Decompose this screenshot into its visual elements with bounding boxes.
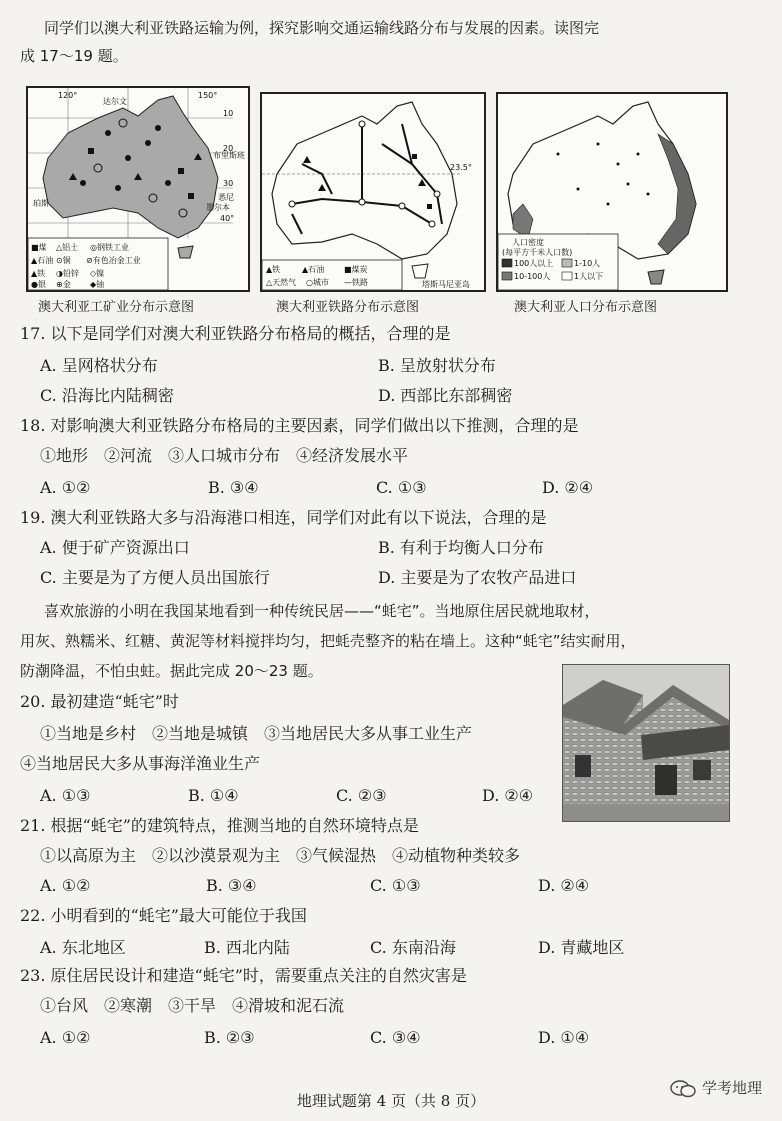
lat-label-40: 40° [220, 214, 235, 223]
mining-map-figure [28, 88, 248, 290]
legend-1-10: 1-10人 [574, 259, 601, 268]
intro-paragraph-1-line-2: 成 17～19 题。 [20, 47, 128, 65]
legend-under-1: 1人以下 [574, 272, 604, 281]
q20-option-c[interactable]: C. ②③ [336, 786, 387, 805]
q18-option-a[interactable]: A. ①② [40, 478, 91, 497]
q21-option-a[interactable]: A. ①② [40, 876, 91, 895]
q17-option-d[interactable]: D. 西部比东部稠密 [378, 386, 513, 405]
q23-option-a[interactable]: A. ①② [40, 1028, 91, 1047]
q22-option-a[interactable]: A. 东北地区 [40, 938, 126, 957]
legend-uranium: ◆铀 [90, 280, 105, 289]
tropic-label: 23.5° [450, 163, 472, 172]
legend-title-pop: 人口密度 [512, 238, 544, 247]
watermark [669, 1077, 762, 1099]
q17-stem: 17. 以下是同学们对澳大利亚铁路分布格局的概括，合理的是 [20, 324, 451, 343]
lon-label-150: 150° [198, 91, 218, 100]
lat-label-20: 20 [223, 144, 234, 153]
q19-stem: 19. 澳大利亚铁路大多与沿海港口相连，同学们对此有以下说法，合理的是 [20, 508, 547, 527]
q22-stem: 22. 小明看到的“蚝宅”最大可能位于我国 [20, 906, 307, 925]
legend-iron-rail: ▲铁 [266, 265, 281, 274]
place-perth: 珀斯 [33, 199, 49, 208]
q20-items-line-2: ④当地居民大多从事海洋渔业生产 [20, 754, 261, 773]
legend-unit-pop: (每平方千米人口数) [502, 248, 573, 257]
q20-option-b[interactable]: B. ①④ [188, 786, 239, 805]
legend-city-rail: ○城市 [306, 278, 329, 287]
q19-option-d[interactable]: D. 主要是为了农牧产品进口 [378, 568, 577, 587]
q21-items: ①以高原为主 ②以沙漠景观为主 ③气候湿热 ④动植物种类较多 [40, 846, 521, 865]
q19-option-b[interactable]: B. 有利于均衡人口分布 [378, 538, 544, 557]
lat-label-30: 30 [223, 179, 234, 188]
watermark-text: 学考地理 [701, 1079, 762, 1097]
oyster-house-picture [563, 665, 729, 821]
australia-shape [43, 96, 218, 238]
mining-map [26, 86, 250, 292]
legend-railway: —铁路 [344, 278, 368, 287]
q20-option-d[interactable]: D. ②④ [482, 786, 534, 805]
legend-bauxite: △铝土 [56, 243, 79, 252]
legend-copper: ⊙铜 [56, 256, 71, 265]
population-map [496, 92, 728, 292]
q23-option-b[interactable]: B. ②③ [204, 1028, 255, 1047]
legend-coal: ■煤 [31, 243, 47, 252]
q21-option-b[interactable]: B. ③④ [206, 876, 257, 895]
place-sydney: 悉尼 [218, 193, 234, 202]
page-footer: 地理试题第 4 页（共 8 页） [296, 1092, 486, 1110]
lat-label-10: 10 [223, 109, 234, 118]
tasmania-outline [412, 264, 428, 278]
legend-10-100: 10-100人 [514, 272, 551, 281]
q20-items-line-1: ①当地是乡村 ②当地是城镇 ③当地居民大多从事工业生产 [40, 724, 473, 743]
legend-coal-rail: ■煤炭 [344, 265, 368, 274]
tasmania-shape [178, 246, 193, 258]
legend-steel: ◎钢铁工业 [90, 243, 129, 252]
legend-nonferrous: ⊘有色冶金工业 [86, 256, 141, 265]
oyster-house-photo [562, 664, 730, 822]
place-melbourne: 墨尔本 [206, 203, 230, 212]
wechat-icon [669, 1079, 697, 1099]
legend-oil-rail: ▲石油 [302, 265, 325, 274]
q20-option-a[interactable]: A. ①③ [40, 786, 91, 805]
lon-label-120: 120° [58, 91, 78, 100]
q18-option-c[interactable]: C. ①③ [376, 478, 427, 497]
legend-gas-rail: △天然气 [266, 278, 297, 287]
place-darwin: 达尔文 [103, 97, 127, 106]
intro-paragraph-1-line-1: 同学们以澳大利亚铁路运输为例，探究影响交通运输线路分布与发展的因素。读图完 [44, 19, 600, 37]
q21-option-d[interactable]: D. ②④ [538, 876, 590, 895]
q17-option-a[interactable]: A. 呈网格状分布 [40, 356, 158, 375]
q23-option-d[interactable]: D. ①④ [538, 1028, 590, 1047]
railway-map-figure [262, 94, 484, 290]
tasmania-pop [648, 270, 664, 284]
place-brisbane: 布里斯班 [213, 151, 245, 160]
q18-items: ①地形 ②河流 ③人口城市分布 ④经济发展水平 [40, 446, 409, 465]
legend-leadzinc: ◑铅锌 [56, 269, 79, 278]
q19-option-c[interactable]: C. 主要是为了方便人员出国旅行 [40, 568, 270, 587]
legend-iron: ▲铁 [31, 269, 46, 278]
q18-option-b[interactable]: B. ③④ [208, 478, 259, 497]
q23-option-c[interactable]: C. ③④ [370, 1028, 421, 1047]
legend-silver: ●银 [31, 280, 46, 289]
q18-option-d[interactable]: D. ②④ [542, 478, 594, 497]
intro-paragraph-2-line-2: 用灰、熟糯米、红糖、黄泥等材料搅拌均匀，把蚝壳整齐的粘在墙上。这种“蚝宅”结实耐用， [20, 632, 636, 650]
legend-nickel: ◇镍 [90, 269, 105, 278]
q18-stem: 18. 对影响澳大利亚铁路分布格局的主要因素，同学们做出以下推测，合理的是 [20, 416, 579, 435]
population-map-figure [498, 94, 726, 290]
population-map-caption: 澳大利亚人口分布示意图 [514, 300, 658, 315]
legend-oil: ▲石油 [31, 256, 54, 265]
q22-option-c[interactable]: C. 东南沿海 [370, 938, 456, 957]
q21-stem: 21. 根据“蚝宅”的建筑特点，推测当地的自然环境特点是 [20, 816, 419, 835]
q22-option-d[interactable]: D. 青藏地区 [538, 938, 625, 957]
q21-option-c[interactable]: C. ①③ [370, 876, 421, 895]
q19-option-a[interactable]: A. 便于矿产资源出口 [40, 538, 190, 557]
q20-stem: 20. 最初建造“蚝宅”时 [20, 692, 179, 711]
q17-option-c[interactable]: C. 沿海比内陆稠密 [40, 386, 174, 405]
tasmania-label: 塔斯马尼亚岛 [422, 280, 470, 289]
intro-paragraph-2-line-3: 防潮降温，不怕虫蛀。据此完成 20～23 题。 [20, 662, 323, 680]
legend-gold: ⊕金 [56, 280, 71, 289]
railway-map [260, 92, 486, 292]
intro-paragraph-2-line-1: 喜欢旅游的小明在我国某地看到一种传统民居——“蚝宅”。当地原住居民就地取材， [44, 602, 600, 620]
q17-option-b[interactable]: B. 呈放射状分布 [378, 356, 496, 375]
mining-map-caption: 澳大利亚工矿业分布示意图 [38, 300, 195, 315]
q23-stem: 23. 原住居民设计和建造“蚝宅”时，需要重点关注的自然灾害是 [20, 966, 467, 985]
q23-items: ①台风 ②寒潮 ③干旱 ④滑坡和泥石流 [40, 996, 345, 1015]
legend-100plus: 100人以上 [514, 259, 554, 268]
railway-map-caption: 澳大利亚铁路分布示意图 [276, 300, 420, 315]
q22-option-b[interactable]: B. 西北内陆 [204, 938, 290, 957]
